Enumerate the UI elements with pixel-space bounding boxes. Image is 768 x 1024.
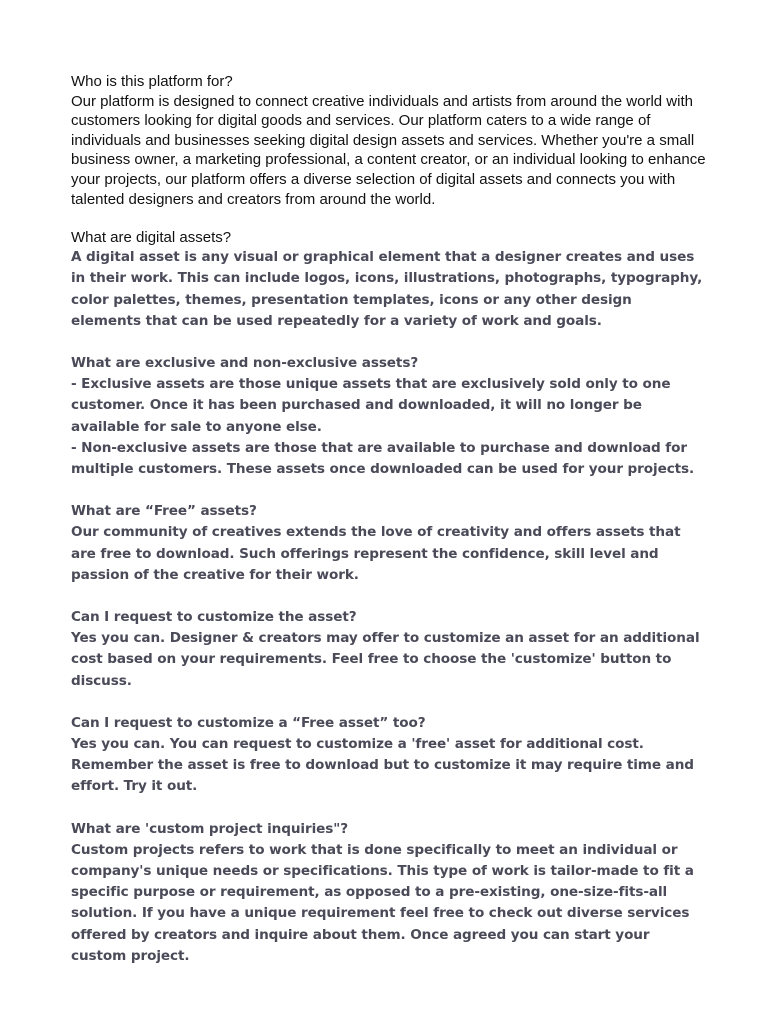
faq-section-platform <box>71 72 706 209</box>
faq-answer: A digital asset is any visual or graphical element that a designer creates and uses in their work. This can include logos, icons, illustrations, photographs, typography, color palettes, themes, presentation templates, icons or any other design elements that can be used repeatedly for a variety of work and goals. <box>71 249 703 329</box>
faq-question: What are “Free” assets? <box>71 503 257 520</box>
faq-section-exclusive <box>71 353 706 480</box>
faq-answer: Yes you can. You can request to customize a 'free' asset for additional cost. Remember the asset is free to download but to customize it may require time and effort. Try it out. <box>71 736 694 795</box>
faq-answer: Our community of creatives extends the love of creativity and offers assets that are free to download. Such offerings represent the confidence, skill level and passion of the creative for their work. <box>71 524 681 583</box>
faq-question: What are digital assets? <box>71 229 232 247</box>
faq-answer: Yes you can. Designer & creators may offer to customize an asset for an additional cost based on your requirements. Feel free to choose the 'customize' button to discuss. <box>71 630 700 689</box>
faq-question: Can I request to customize the asset? <box>71 609 357 625</box>
faq-answer: Custom projects refers to work that is done specifically to meet an individual or company's unique needs or specifications. This type of work is tailor-made to fit a specific purpose or requirement, as opposed to a pre-existing, one-size-fits-all solution. If you have a unique requirement feel free to check out diverse services offered by creators and inquire about them. Once agreed you can start your custom project. <box>71 841 694 964</box>
faq-answer-non-exclusive: - Non-exclusive assets are those that are available to purchase and download for multiple customers. These assets once downloaded can be used for your projects. <box>71 439 695 477</box>
faq-question: Who is this platform for? <box>71 73 233 90</box>
faq-answer-exclusive: - Exclusive assets are those unique assets that are exclusively sold only to one customer. Once it has been purchased and downloaded, it will no longer be available for sale to anyone else. <box>71 376 671 435</box>
faq-section-customize <box>71 607 706 692</box>
faq-section-custom-projects <box>71 819 706 967</box>
faq-answer: Our platform is designed to connect creative individuals and artists from around the world with customers looking for digital goods and services. Our platform caters to a wide range of individuals and businesses seeking digital design assets and services. Whether you're a small business owner, a marketing professional, a content creator, or an individual looking to enhance your projects, our platform offers a diverse selection of digital assets and connects you with talented designers and creators from around the world. <box>71 92 706 208</box>
faq-question: Can I request to customize a “Free asset” too? <box>71 714 426 731</box>
faq-section-free-assets <box>71 501 706 586</box>
faq-question: What are exclusive and non-exclusive assets? <box>71 354 419 371</box>
faq-section-digital-assets <box>71 228 706 332</box>
faq-question: What are 'custom project inquiries"? <box>71 820 349 837</box>
faq-section-customize-free <box>71 713 706 798</box>
